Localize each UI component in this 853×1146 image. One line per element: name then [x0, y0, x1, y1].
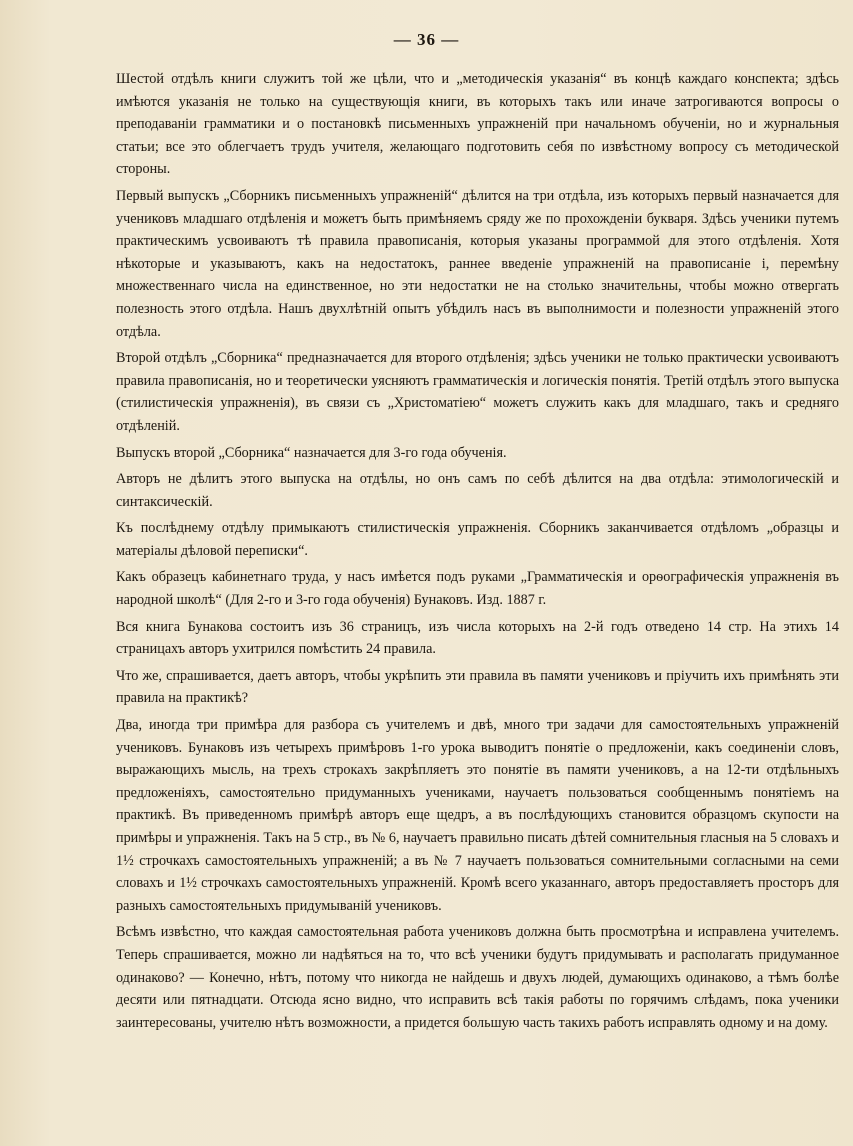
paragraph-5: Авторъ не дѣлитъ этого выпуска на отдѣлы, но онъ самъ по себѣ дѣлится на два отдѣла: этимологическій и синтаксическій.: [116, 471, 839, 510]
paragraph-3: Второй отдѣлъ „Сборника“ предназначается для второго отдѣленія; здѣсь ученики не только практически усвоиваютъ правила правописанія, но и теоретически уясняютъ грамматическія и логическія понятія. Третій отдѣлъ этого выпуска (стилистическія упражненія), въ связи съ „Христоматіею“ можетъ служить какъ для младшаго, такъ и средняго отдѣленій.: [116, 350, 839, 434]
page-number: — 36 —: [393, 30, 460, 49]
paragraph-8: Вся книга Бунакова состоитъ изъ 36 страницъ, изъ числа которыхъ на 2-й годъ отведено 14 стр. На этихъ 14 страницахъ авторъ ухитрился помѣстить 24 правила.: [116, 618, 839, 658]
paragraph-2: Первый выпускъ „Сборникъ письменныхъ упражненій“ дѣлится на три отдѣла, изъ которыхъ первый назначается для учениковъ младшаго отдѣленія и можетъ быть примѣняемъ сряду же по прохожденіи букваря. Здѣсь ученики путемъ практическимъ усвоиваютъ тѣ правила правописанія, которыя указаны программой для этого отдѣленія. Хотя нѣкоторые и указываютъ, какъ на недостатокъ, раннее введеніе упражненій на правописаніе і, перемѣну множественнаго числа на единственное, но эти недостатки не на столько значительны, чтобы можно отвергать полезность этого отдѣла. Нашъ двухлѣтній опытъ убѣдилъ насъ въ выполнимости и полезности упражненій этого отдѣла.: [116, 187, 839, 340]
paragraph-9: Что же, спрашивается, даетъ авторъ, чтобы укрѣпить эти правила въ памяти учениковъ и пріучить ихъ примѣнять эти правила на практикѣ?: [116, 667, 839, 707]
paragraph-4: Выпускъ второй „Сборника“ назначается для 3-го года обученія.: [116, 444, 507, 461]
paragraph-7: Какъ образецъ кабинетнаго труда, у насъ имѣется подъ руками „Грамматическія и орѳографическія упражненія въ народной школѣ“ (Для 2-го и 3-го года обученія) Бунаковъ. Изд. 1887 г.: [116, 569, 839, 609]
paragraph-6: Къ послѣднему отдѣлу примыкаютъ стилистическія упражненія. Сборникъ заканчивается отдѣломъ „образцы и матеріалы дѣловой переписки“.: [116, 520, 839, 559]
paragraph-10: Два, иногда три примѣра для разбора съ учителемъ и двѣ, много три задачи для самостоятельныхъ упражненій учениковъ. Бунаковъ изъ четырехъ примѣровъ 1-го урока выводитъ понятіе о предложеніи, какъ соединеніи словъ, выражающихъ мысль, на трехъ строкахъ закрѣпляетъ это понятіе въ памяти учениковъ, а на 12-ти отдѣльныхъ предложеніяхъ, самостоятельно придуманныхъ учениками, научаетъ пользоваться сообщеннымъ понятіемъ на практикѣ. Въ приведенномъ примѣрѣ авторъ еще щедръ, а въ послѣдующихъ становится образцомъ скупости на примѣры и упражненія. Такъ на 5 стр., въ № 6, научаетъ правильно писать дѣтей сомнительныя гласныя на 5 словахъ и 1½ строчкахъ самостоятельныхъ упражненій; а въ № 7 научаетъ пользоваться сомнительными согласными на семи словахъ и 1½ строчкахъ самостоятельныхъ упражненій. Кромѣ всего указаннаго, авторъ предоставляетъ просторъ для разныхъ самостоятельныхъ придумыванiй учениковъ.: [116, 717, 839, 914]
body-text: [116, 68, 839, 1038]
paragraph-1: Шестой отдѣлъ книги служитъ той же цѣли, что и „методическія указанія“ въ концѣ каждаго конспекта; здѣсь имѣются указанія не только на существующія книги, въ которыхъ такъ или иначе затрогиваются вопросы о преподаваніи грамматики и о постановкѣ письменныхъ упражненій при начальномъ обученіи, но и журнальныя статьи; все это облегчаетъ трудъ учителя, желающаго подготовить себя по извѣстному вопросу съ методической стороны.: [116, 71, 839, 178]
paragraph-11: Всѣмъ извѣстно, что каждая самостоятельная работа учениковъ должна быть просмотрѣна и исправлена учителемъ. Теперь спрашивается, можно ли надѣяться на то, что всѣ ученики будутъ придумывать и располагать придуманное одинаково? — Конечно, нѣтъ, потому что никогда не найдешь и двухъ людей, думающихъ одинаково, а тѣмъ болѣе десяти или пятнадцати. Отсюда ясно видно, что исправить всѣ такія работы по горячимъ слѣдамъ, пока ученики заинтересованы, учителю нѣтъ возможности, а придется большую часть такихъ работъ исправлять одному и на дому.: [116, 924, 839, 1031]
